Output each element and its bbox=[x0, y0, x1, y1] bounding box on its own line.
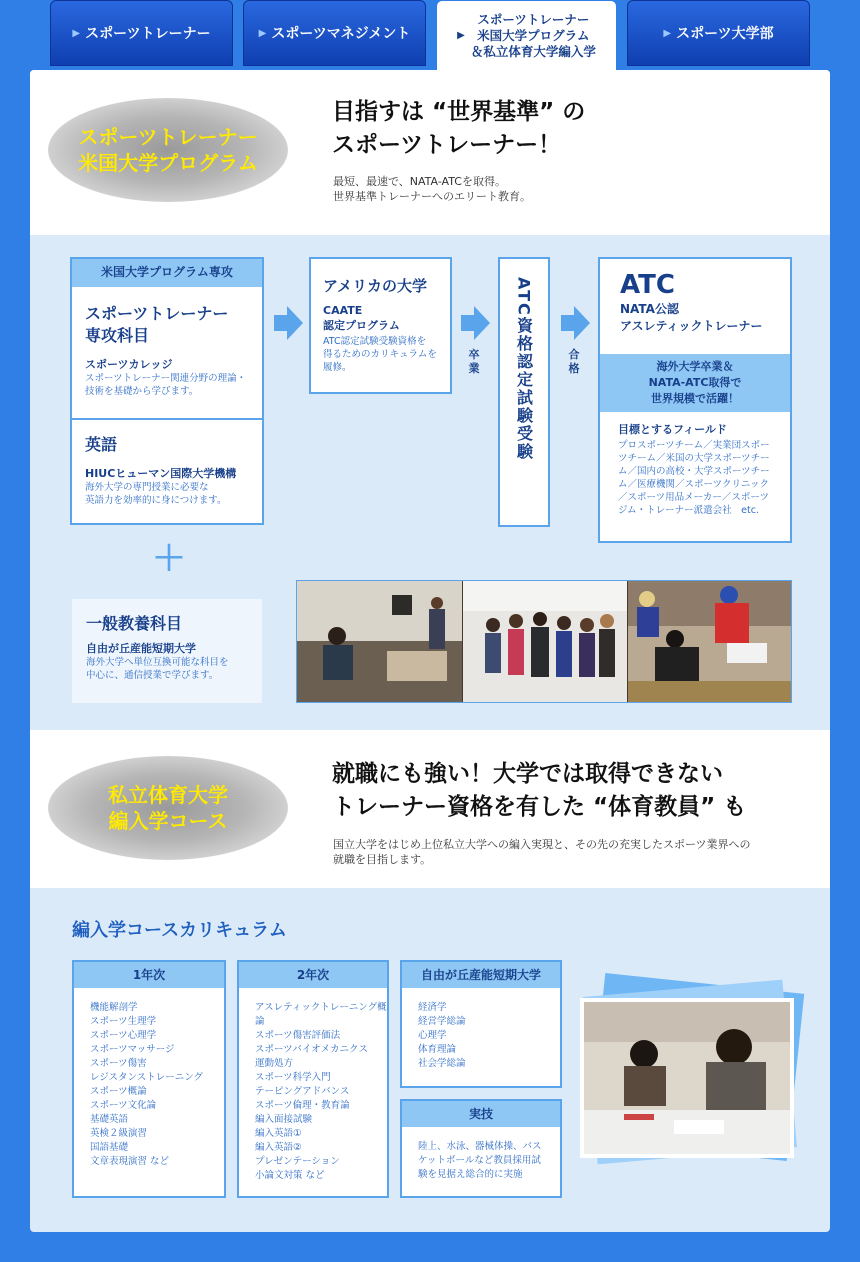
list-item: 体育理論 bbox=[418, 1044, 457, 1055]
field-line: ジム・トレーナー派遣会社 etc. bbox=[618, 505, 759, 516]
general-title: 一般教養科目 bbox=[86, 614, 183, 633]
arrow-right-icon bbox=[274, 315, 288, 331]
list-item: テーピングアドバンス bbox=[255, 1086, 350, 1097]
atc-box bbox=[598, 257, 792, 543]
sub-line: 就職を目指します。 bbox=[333, 853, 432, 866]
practical-line: ケットボールなど教員採用試 bbox=[418, 1155, 541, 1166]
arrow-icon: ▶ bbox=[258, 27, 267, 39]
classroom-photo bbox=[297, 581, 792, 703]
badge-line: 米国大学プログラム bbox=[78, 151, 258, 175]
major-subtitle: スポーツカレッジ bbox=[85, 358, 173, 371]
study-photo-image bbox=[584, 1002, 790, 1154]
section1-badge bbox=[48, 98, 288, 202]
tab-sports-management[interactable] bbox=[243, 0, 426, 66]
desc-line: 履修。 bbox=[323, 362, 352, 373]
list-item: 経済学 bbox=[418, 1002, 447, 1013]
badge-line: 私立体育大学 bbox=[108, 783, 228, 807]
major-box bbox=[70, 257, 264, 525]
exam-box bbox=[498, 257, 550, 527]
field-line: ム／国内の高校・大学スポーツチー bbox=[618, 466, 770, 477]
college-box bbox=[400, 960, 562, 1088]
arrow-right-icon bbox=[574, 306, 590, 340]
desc-line: 英語力を効率的に身につけます。 bbox=[85, 495, 227, 506]
exam-label: ATC資格認定試験受験 bbox=[514, 277, 534, 461]
list-item: 機能解剖学 bbox=[90, 1002, 138, 1013]
usa-subtitle bbox=[323, 303, 438, 333]
section1-header bbox=[30, 70, 830, 235]
desc-line: 得るためのカリキュラムを bbox=[323, 349, 437, 360]
title-line: スポーツトレーナー bbox=[85, 304, 229, 323]
usa-desc bbox=[323, 335, 438, 374]
banner-line: NATA-ATC取得で bbox=[648, 376, 742, 389]
practical-head: 実技 bbox=[402, 1101, 560, 1127]
list-item: 小論文対策 など bbox=[255, 1170, 325, 1181]
section1-subtext bbox=[333, 174, 531, 204]
tab-sports-trainer[interactable] bbox=[50, 0, 233, 66]
heading-line: 目指すは “世界基準” の bbox=[332, 99, 586, 125]
atc-subtitle bbox=[620, 301, 774, 335]
usa-box bbox=[309, 257, 452, 394]
atc-banner bbox=[600, 354, 790, 412]
tab-sports-university[interactable] bbox=[627, 0, 810, 66]
arrow-right-icon bbox=[287, 306, 303, 340]
list-item: 編入英語② bbox=[255, 1142, 302, 1153]
list-item: 編入英語① bbox=[255, 1128, 302, 1139]
sub-line: CAATE bbox=[323, 304, 363, 317]
arrow-right-icon bbox=[461, 315, 475, 331]
sub-line: 最短、最速で、NATA-ATCを取得。 bbox=[333, 175, 506, 188]
plus-icon: ＋ bbox=[152, 539, 186, 579]
section2-badge bbox=[48, 756, 288, 860]
desc-line: ATC認定試験受験資格を bbox=[323, 336, 427, 347]
sub-line: 世界基準トレーナーへのエリート教育。 bbox=[333, 190, 531, 203]
list-item: 社会学総論 bbox=[418, 1058, 466, 1069]
banner-line: 海外大学卒業＆ bbox=[656, 360, 734, 373]
sub-line: 国立大学をはじめ上位私立大学への編入実現と、その先の充実したスポーツ業界への bbox=[333, 838, 751, 851]
tab-label-line3: ＆私立体育大学編入学 bbox=[470, 43, 596, 59]
list-item: スポーツ文化論 bbox=[90, 1100, 157, 1111]
major-box-head: 米国大学プログラム専攻 bbox=[72, 259, 262, 287]
practical-box bbox=[400, 1099, 562, 1198]
college-list bbox=[402, 988, 560, 1071]
graduate-label: 卒業 bbox=[468, 348, 480, 375]
section1-heading bbox=[332, 96, 585, 162]
heading-line: 就職にも強い！大学では取得できない bbox=[332, 761, 723, 787]
desc-line: 海外大学の専門授業に必要な bbox=[85, 482, 209, 493]
major-desc bbox=[85, 372, 249, 398]
curriculum-title: 編入学コースカリキュラム bbox=[72, 920, 287, 941]
list-item: レジスタンストレーニング bbox=[90, 1072, 204, 1083]
badge-line: 編入学コース bbox=[108, 809, 228, 833]
desc-line: 中心に、通信授業で学びます。 bbox=[86, 670, 219, 681]
practical-line: 陸上、水泳、器械体操、バス bbox=[418, 1141, 542, 1152]
desc-line: 海外大学へ単位互換可能な科目を bbox=[86, 657, 229, 668]
field-line: ツチーム／米国の大学スポーツチー bbox=[618, 453, 770, 464]
arrow-icon: ▶ bbox=[457, 29, 465, 41]
list-item: スポーツバイオメカニクス bbox=[255, 1044, 368, 1055]
list-item: 国語基礎 bbox=[90, 1142, 129, 1153]
field-line: プロスポーツチーム／実業団スポー bbox=[618, 440, 770, 451]
major-title bbox=[85, 303, 249, 347]
atc-title: ATC bbox=[620, 270, 675, 300]
list-item: 心理学 bbox=[418, 1030, 447, 1041]
usa-title: アメリカの大学 bbox=[323, 277, 427, 295]
tab-label: スポーツマネジメント bbox=[271, 26, 411, 42]
field-title: 目標とするフィールド bbox=[618, 423, 727, 436]
general-box bbox=[72, 599, 262, 703]
list-item: 運動処方 bbox=[255, 1058, 294, 1069]
list-item: 文章表現演習 など bbox=[90, 1156, 170, 1167]
desc-line: 技術を基礎から学びます。 bbox=[85, 386, 199, 397]
english-subtitle: HIUCヒューマン国際大学機構 bbox=[85, 467, 237, 480]
practical-line: 験を見据え総合的に実施 bbox=[418, 1169, 523, 1180]
year2-head: 2年次 bbox=[239, 962, 387, 988]
tab-label: スポーツ大学部 bbox=[676, 26, 774, 42]
college-head: 自由が丘産能短期大学 bbox=[402, 962, 560, 988]
list-item: 経営学総論 bbox=[418, 1016, 466, 1027]
list-item: スポーツ傷害 bbox=[90, 1058, 147, 1069]
tab-us-program[interactable] bbox=[436, 0, 617, 70]
arrow-right-icon bbox=[561, 315, 575, 331]
photo-strip bbox=[296, 580, 792, 703]
tab-label-line2: 米国大学プログラム bbox=[477, 27, 590, 43]
list-item: スポーツ生理学 bbox=[90, 1016, 157, 1027]
year1-head: 1年次 bbox=[74, 962, 224, 988]
section2-subtext bbox=[333, 837, 751, 867]
list-item: スポーツ倫理・教育論 bbox=[255, 1100, 350, 1111]
list-item: 編入面接試験 bbox=[255, 1114, 313, 1125]
study-photo bbox=[580, 998, 794, 1158]
list-item: スポーツ心理学 bbox=[90, 1030, 157, 1041]
list-item: 英検２級演習 bbox=[90, 1128, 148, 1139]
list-item: アスレティックトレーニング概論 bbox=[255, 1002, 387, 1027]
list-item: プレゼンテーション bbox=[255, 1156, 340, 1167]
list-item: 基礎英語 bbox=[90, 1114, 129, 1125]
section2-heading bbox=[332, 758, 746, 824]
year2-box bbox=[237, 960, 389, 1198]
field-line: ム／医療機関／スポーツクリニック bbox=[618, 479, 769, 490]
banner-line: 世界規模で活躍！ bbox=[651, 392, 739, 405]
field-line: ／スポーツ用品メーカー／スポーツ bbox=[618, 492, 770, 503]
english-title: 英語 bbox=[85, 435, 118, 454]
year1-box bbox=[72, 960, 226, 1198]
section2-header bbox=[30, 730, 830, 888]
arrow-icon: ▶ bbox=[663, 27, 672, 39]
list-item: スポーツ傷害評価法 bbox=[255, 1030, 341, 1041]
badge-line: スポーツトレーナー bbox=[78, 125, 258, 149]
pass-label: 合格 bbox=[568, 348, 580, 375]
arrow-icon: ▶ bbox=[72, 27, 81, 39]
heading-line: スポーツトレーナー！ bbox=[332, 132, 562, 158]
list-item: スポーツマッサージ bbox=[90, 1044, 175, 1055]
arrow-right-icon bbox=[474, 306, 490, 340]
title-line: 専攻科目 bbox=[85, 326, 150, 345]
tab-label-line1: スポーツトレーナー bbox=[477, 11, 590, 27]
field-desc bbox=[618, 439, 778, 517]
general-desc bbox=[86, 656, 248, 682]
heading-line: トレーナー資格を有した “体育教員” も bbox=[332, 794, 747, 820]
english-desc bbox=[85, 481, 249, 507]
sub-line: 認定プログラム bbox=[323, 319, 400, 332]
list-item: スポーツ科学入門 bbox=[255, 1072, 331, 1083]
desc-line: スポーツトレーナー関連分野の理論・ bbox=[85, 373, 247, 384]
list-item: スポーツ概論 bbox=[90, 1086, 147, 1097]
content-panel bbox=[30, 70, 830, 1232]
sub-line: アスレティックトレーナー bbox=[620, 319, 763, 333]
year2-list bbox=[239, 988, 387, 1183]
tab-label: スポーツトレーナー bbox=[85, 26, 211, 42]
sub-line: NATA公認 bbox=[620, 302, 679, 316]
year1-list bbox=[74, 988, 224, 1169]
general-subtitle: 自由が丘産能短期大学 bbox=[86, 642, 196, 655]
